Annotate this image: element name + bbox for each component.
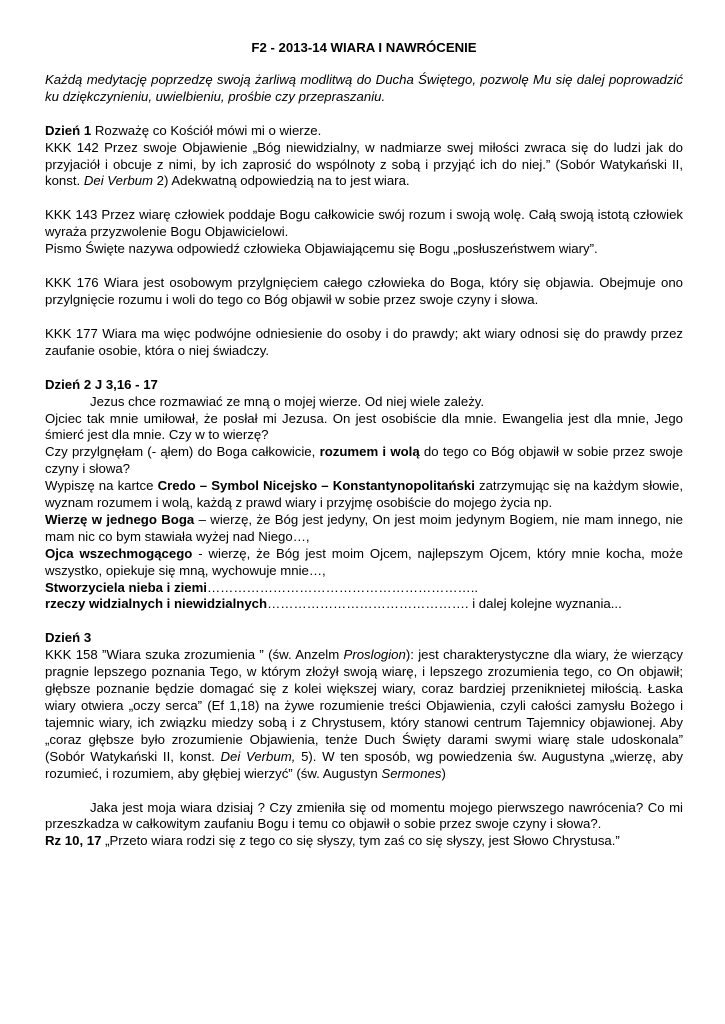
kkk158-text: KKK 158 ”Wiara szuka zrozumienia ” (św. Anzelm <box>45 647 344 663</box>
day2-heading-text: Dzień 2 J 3,16 - 17 <box>45 376 158 392</box>
day3-heading <box>45 630 683 647</box>
kkk142-reference: Dei Verbum <box>83 173 153 189</box>
spacer <box>45 613 683 630</box>
kkk158-italic-3: Sermones <box>381 765 442 781</box>
credo-item-1-bold: Wierzę w jednego Boga <box>45 511 195 527</box>
kkk142-text-end: 2) Adekwatną odpowiedzią na to jest wiara. <box>153 173 410 189</box>
credo-item-3-text: …………………………………………………….. <box>206 579 479 595</box>
credo-item-3-bold: Stworzyciela nieba i ziemi <box>45 579 207 595</box>
romans-quote <box>45 833 683 850</box>
day3-heading-text: Dzień 3 <box>45 630 92 646</box>
credo-item-2-text: - wierzę, że Bóg jest moim Ojcem, najlepszym Ojcem, który mnie kocha, może wszystko, opiekuje się mną, wychowuje mnie…, <box>45 545 683 578</box>
credo-text-end: zatrzymując się na każdym słowie, wyznam rozumem i wolą, każdą z prawd wiary i przyjmę osobiście do mojego życia np. <box>45 478 683 511</box>
credo-item-4-text: ………………………………………. i dalej kolejne wyznania... <box>267 596 622 612</box>
kkk158-paragraph <box>45 647 683 782</box>
pismo-paragraph: Pismo Święte nazywa odpowiedź człowieka Objawiającemu się Bogu „posłuszeństwem wiary”. <box>45 241 598 257</box>
day2-line2: Ojciec tak mnie umiłował, że posłał mi Jezusa. On jest osobiście dla mnie. Ewangelia jest dla mnie, Jego śmierć jest dla mnie. Czy w to wierzę? <box>45 410 683 443</box>
spacer <box>45 360 683 377</box>
day1-lead <box>45 123 683 140</box>
reflection-question: Jaka jest moja wiara dzisiaj ? Czy zmieniła się od momentu mojego pierwszego nawrócenia? Co mi przeszkadza w całkowitym zaufaniu Bogu i temu co objawił o sobie przez swoje czyny i słowa?. <box>45 799 683 832</box>
kkk158-text-2: ): jest charakterystyczne dla wiary, że wierzący pragnie lepszego poznania Tego, w którym złożył swoją wiarę, i lepszego zrozumienia tego, co On objawił; głębsze poznanie będzie domagać się z kolei większej wiary, coraz bardziej przeniknietej miłością. Łaska wiary otwiera „oczy serca” (Ef 1,18) na żywe rozumienie treści Objawienia, czyli całości zamysłu Bożego i tajemnic wiary, ich związku miedzy sobą i z Chrystusem, który stanowi centrum Tajemnicy objawionej. Aby „coraz głębsze było zrozumienie Objawienia, tenże Duch Święty darami swymi wiarę stale udoskonala” (Sobór Watykański II, konst. <box>45 647 683 764</box>
credo-item-1-text: – wierzę, że Bóg jest jedyny, On jest moim jedynym Bogiem, nie mam innego, nie mam nic co bym stawiała wyżej nad Niego…, <box>45 511 683 544</box>
kkk158-italic-1: Proslogion <box>343 647 406 663</box>
question-bold: rozumem i wolą <box>319 444 420 460</box>
credo-item-4-bold: rzeczy widzialnych i niewidzialnych <box>45 596 268 612</box>
credo-item-4 <box>45 596 683 613</box>
credo-bold: Credo – Symbol Nicejsko – Konstantynopolitański <box>157 478 475 494</box>
credo-text: Wypiszę na kartce <box>45 478 158 494</box>
credo-item-1 <box>45 512 683 546</box>
kkk142-text: KKK 142 Przez swoje Objawienie „Bóg niewidzialny, w nadmiarze swej miłości zwraca się do ludzi jak do przyjaciół i obcuje z nimi, by ich zaprosić do wspólnoty z sobą i przyjąć ich do niej.” (Sobór Watykański II, konst. <box>45 139 683 189</box>
kkk158-italic-2: Dei Verbum, <box>220 748 296 764</box>
romans-ref: Rz 10, 17 <box>45 833 102 849</box>
day2-credo <box>45 478 683 512</box>
credo-item-2-bold: Ojca wszechmogącego <box>45 545 193 561</box>
spacer <box>45 783 683 800</box>
credo-item-2 <box>45 546 683 580</box>
spacer <box>45 258 683 275</box>
question-text-end: do tego co Bóg objawił w sobie przez swoje czyny i słowa? <box>45 444 683 477</box>
kkk158-text-4: ) <box>441 765 446 781</box>
spacer <box>45 106 683 123</box>
kkk143-paragraph: KKK 143 Przez wiarę człowiek poddaje Bogu całkowicie swój rozum i swoją wolę. Całą swoją istotą człowiek wyraża przyzwolenie Bogu Objawicielowi. <box>45 207 683 240</box>
intro-paragraph: Każdą medytację poprzedzę swoją żarliwą modlitwą do Ducha Świętego, pozwolę Mu się dalej poprowadzić ku dziękczynieniu, uwielbieniu, prośbie czy przepraszaniu. <box>45 71 683 104</box>
question-text: Czy przylgnęłam (- ąłem) do Boga całkowicie, <box>45 444 320 460</box>
day1-heading: Dzień 1 <box>45 122 92 138</box>
romans-text: „Przeto wiara rodzi się z tego co się słyszy, tym zaś co się słyszy, jest Słowo Chrystusa.” <box>101 833 620 849</box>
kkk176-paragraph: KKK 176 Wiara jest osobowym przylgnięciem całego człowieka do Boga, który się objawia. Obejmuje ono przylgnięcie rozumu i woli do tego co Bóg objawił w sobie przez swoje czyny i słowa. <box>45 275 683 307</box>
day1-lead-text: Rozważę co Kościół mówi mi o wierze. <box>91 122 322 138</box>
day2-question <box>45 444 683 478</box>
kkk158-text-3: 5). W ten sposób, wg powiedzenia św. Augustyna „wierzę, aby rozumieć, i rozumiem, aby głębiej wierzyć” (św. Augustyn <box>45 748 683 781</box>
document-page <box>45 40 683 850</box>
day2-line1: Jezus chce rozmawiać ze mną o mojej wierze. Od niej wiele zależy. <box>90 393 485 409</box>
credo-item-3 <box>45 580 683 597</box>
spacer <box>45 190 683 207</box>
day2-heading <box>45 377 683 394</box>
kkk142-paragraph <box>45 140 683 191</box>
document-title: F2 - 2013-14 WIARA I NAWRÓCENIE <box>251 40 477 55</box>
kkk177-paragraph: KKK 177 Wiara ma więc podwójne odniesienie do osoby i do prawdy; akt wiary odnosi się do prawdy przez zaufanie osobie, która o niej świadczy. <box>45 325 683 358</box>
spacer <box>45 309 683 326</box>
